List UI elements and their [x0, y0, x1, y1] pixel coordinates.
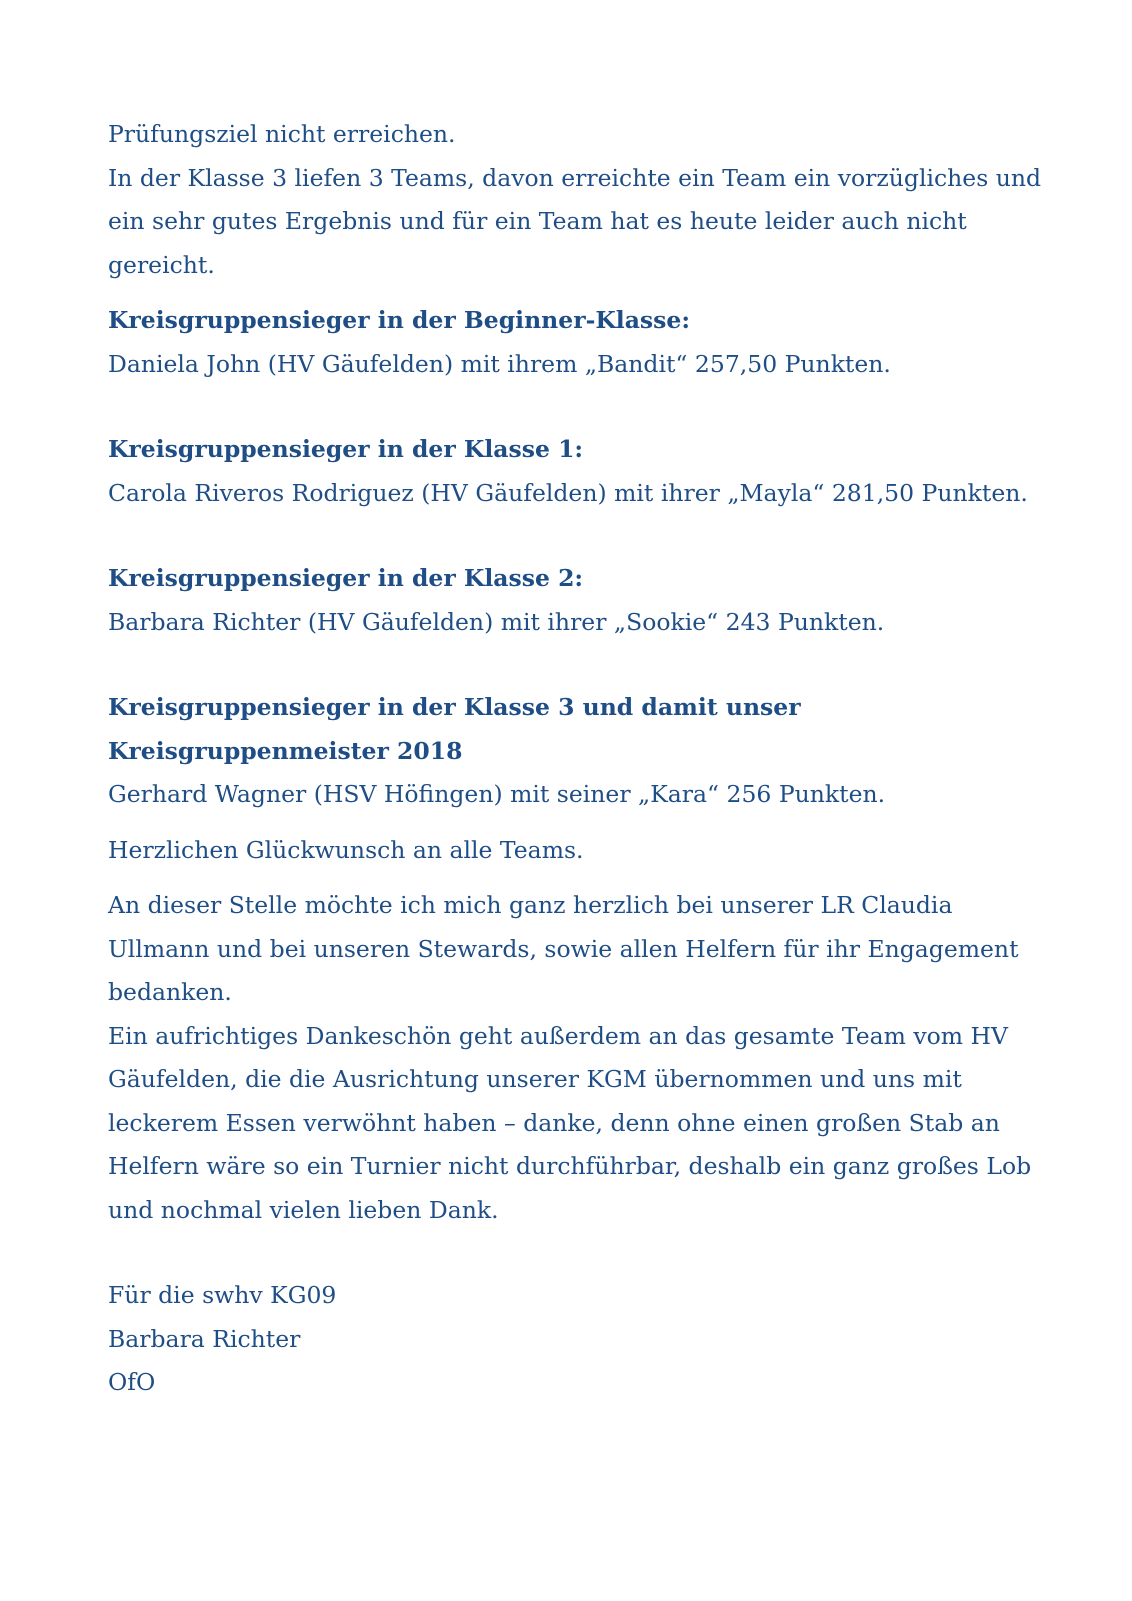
intro-paragraph [108, 113, 1042, 287]
signature-name: Barbara Richter [108, 1324, 301, 1353]
text-line: leckerem Essen verwöhnt haben – danke, denn ohne einen großen Stab an [108, 1108, 1000, 1137]
thanks-paragraph [108, 884, 1038, 1232]
signature-block [108, 1274, 1038, 1405]
winner-heading: Kreisgruppensieger in der Klasse 1: [108, 435, 584, 463]
text-line: bedanken. [108, 978, 232, 1006]
winner-heading: Kreisgruppenmeister 2018 [108, 736, 463, 765]
text-line: und nochmal vielen lieben Dank. [108, 1195, 499, 1224]
document-page [108, 113, 1042, 1405]
spacer [108, 817, 1038, 829]
winner-heading: Kreisgruppensieger in der Klasse 2: [108, 564, 584, 592]
text-line: ein sehr gutes Ergebnis und für ein Team hat es heute leider auch nicht [108, 207, 967, 235]
spacer [108, 386, 1038, 428]
winner-block-klasse-3 [108, 686, 1038, 817]
text-line: Helfern wäre so ein Turnier nicht durchführbar, deshalb ein ganz großes Lob [108, 1152, 1032, 1180]
winner-result: Daniela John (HV Gäufelden) mit ihrem „Bandit“ 257,50 Punkten. [108, 349, 891, 378]
text-line: Ein aufrichtiges Dankeschön geht außerdem an das gesamte Team vom HV [108, 1021, 1009, 1050]
text-line: Gäufelden, die die Ausrichtung unserer KGM übernommen und uns mit [108, 1065, 962, 1093]
winner-block-beginner [108, 299, 1038, 386]
winner-block-klasse-2 [108, 557, 1038, 644]
winner-block-klasse-1 [108, 428, 1038, 515]
winner-heading: Kreisgruppensieger in der Beginner-Klasse: [108, 306, 691, 334]
text-line: gereicht. [108, 250, 215, 279]
text-line: Prüfungsziel nicht erreichen. [108, 120, 456, 148]
signature-role: OfO [108, 1368, 156, 1396]
winner-result: Barbara Richter (HV Gäufelden) mit ihrer „Sookie“ 243 Punkten. [108, 607, 885, 636]
spacer [108, 287, 1038, 299]
spacer [108, 1232, 1038, 1274]
spacer [108, 515, 1038, 557]
text-line: An dieser Stelle möchte ich mich ganz herzlich bei unserer LR Claudia [108, 891, 953, 919]
winner-result: Gerhard Wagner (HSV Höfingen) mit seiner „Kara“ 256 Punkten. [108, 780, 886, 808]
winner-heading: Kreisgruppensieger in der Klasse 3 und damit unser [108, 693, 801, 721]
winner-result: Carola Riveros Rodriguez (HV Gäufelden) mit ihrer „Mayla“ 281,50 Punkten. [108, 478, 1028, 507]
congrats-paragraph [108, 829, 1038, 873]
spacer [108, 872, 1038, 884]
text-line: In der Klasse 3 liefen 3 Teams, davon erreichte ein Team ein vorzügliches und [108, 163, 1042, 192]
text-line: Herzlichen Glückwunsch an alle Teams. [108, 835, 584, 864]
spacer [108, 644, 1038, 686]
text-line: Ullmann und bei unseren Stewards, sowie allen Helfern für ihr Engagement [108, 934, 1019, 963]
signature-line: Für die swhv KG09 [108, 1281, 337, 1309]
